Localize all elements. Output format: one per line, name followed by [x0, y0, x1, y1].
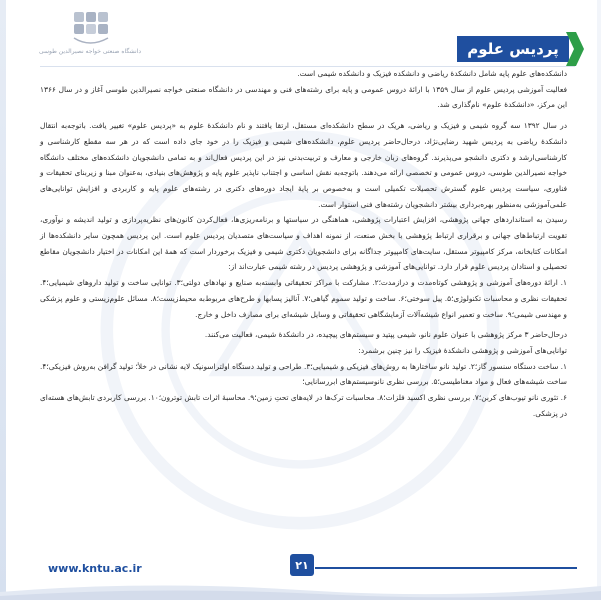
- paragraph-intro: دانشکده‌های علوم پایه شامل دانشکدۀ ریاضی و دانشکده فیزیک و دانشکده شیمی است.: [297, 69, 567, 78]
- bottom-wave-decor: [0, 578, 601, 600]
- title-arrow-icon: [566, 32, 584, 66]
- paragraph-physics-intro: توانایی‌های آموزشی و پژوهشی دانشکدۀ فیزیک را نیز چنین برشمرد:: [358, 345, 567, 355]
- paragraph-goals: رسیدن به استانداردهای جهانی پژوهشی، افزایش اعتبارات پژوهشی، هماهنگی در سیاستها و برنامه‌ریزی‌ها، فعال‌کردن کانون‌های نظریه‌پردازی و تولید اندیشه و نوآوری، تقویت ارتباط‌های جهانی و برقراری ارتباط پژوهشی با بخش صنعت، از نمونه اهداف و سیاست‌های متصدیان پردیس علوم است. این پردیس همچون سایر دانشکده‌ها از امکانات کتابخانه، مرکز کامپیوتر مستقل، سایت‌های کامپیوتر جداگانه برای دانشجویان دکتری شیمی و فیزیک برخوردار است که همۀ این امکانات در اختیار دانشجویان مقاطع تحصیلی و استادان پردیس علوم قرار دارد. توانایی‌های آموزشی و پژوهشی پردیس در رشته شیمی عبارت‌اند از:: [40, 215, 567, 272]
- paragraph-chemistry-capabilities: ۱. ارائۀ دوره‌های آموزشی و پژوهشی کوتاه‌مدت و درازمدت؛۲. مشارکت با مراکز تحقیقاتی وابسته‌به صنایع و نهادهای دولتی؛۳. توانایی ساخت و تولید داروهای شیمیایی؛۴. تحقیقات نظری و محاسبات تکنولوژی؛۵. پیل سوختی؛۶. ساخت و تولید سموم گیاهی؛۷. آنالیز پسابها و طرح‌های مربوط‌به محیط‌زیست؛۸. مسائل علوم‌زیستی و علوم پزشکی و مهندسی شیمی؛۹. ساخت و تعمیر انواع شیشه‌آلات آزمایشگاهی تحقیقاتی و وسایل شیشه‌ای برای مصارف داخل و خارج.: [40, 278, 568, 319]
- left-decor-stripe: [0, 0, 6, 600]
- paragraph-campus: در سال ۱۳۹۲ سه گروه شیمی و فیزیک و ریاضی، هریک در سطح دانشکده‌ای مستقل، ارتقا یافتند و نام دانشکدۀ علوم به «پردیس علوم» تغییر یافت. باتوجه‌به انتقال دانشکدۀ ریاضی به پردیس شهید رضایی‌نژاد، درحال‌حاضر پردیس علوم، دانشکده‌های شیمی و فیزیک را در خود جای داده است که در هر سه مقطع کارشناسی و کارشناسی‌ارشد و دکتری دانشجو می‌پذیرند. گروه‌های زبان خارجی و معارف و تربیت‌بدنی نیز در این پردیس فعال‌اند و به تمامی دانشجویان دانشکده‌های مختلف دانشگاه خواجه نصیرالدین طوسی، دروس عمومی و تخصصی ارائه می‌دهند. باتوجه‌به نقش اساسی و اجتناب ناپذیر علوم پایه و پژوهش‌های بنیادی، به‌عنوان مبنا و زیربنای تحقیقات و فناوری، سیاست پردیس علوم گسترش تحصیلات تکمیلی است و به‌خصوص بر پایۀ ایجاد دوره‌های دکتری در رشته‌های علوم پایه و کاربردی و افزایش توانایی‌های علمی‌آموزشی به‌منظور بهره‌برداری بیشتر دانشجویان رشته‌های فنی استوار است.: [40, 121, 568, 209]
- website-link[interactable]: www.kntu.ac.ir: [48, 562, 142, 575]
- footer-divider: [315, 567, 577, 569]
- body-text: [40, 66, 567, 468]
- paragraph-physics-list-b: ۶. تئوری نانو تیوب‌های کربن؛۷. بررسی نظری اکسید فلزات؛۸. محاسبات ترک‌ها در لایه‌های تحتِ زمین؛۹. محاسبۀ اثرات تابش توترون؛۱۰. بررسی کاربردی تابش‌های هسته‌ای در پزشکی.: [40, 393, 567, 418]
- paragraph-research-centers: درحال‌حاضر ۳ مرکز پژوهشی با عنوان علوم نانو، شیمی پپتید و سیستم‌های پیچیده، در دانشکدۀ شیمی، فعالیت می‌کنند.: [204, 330, 567, 340]
- logo-caption: دانشگاه صنعتی خواجه نصیرالدین طوسی: [38, 48, 142, 55]
- page-number: ۲۱: [290, 554, 314, 576]
- paragraph-history: فعالیت آموزشی پردیس علوم از سال ۱۳۵۹ با ارائۀ دروس عمومی و پایه برای رشته‌های فنی و مهندسی در دانشگاه صنعتی خواجه نصیرالدین طوسی آغاز و در سال ۱۳۶۶ این مرکز، «دانشکدۀ علوم» نام‌گذاری شد.: [40, 84, 567, 110]
- university-logo-icon: [68, 8, 112, 48]
- paragraph-physics-list-a: ۱. ساخت دستگاه سنسور گاز؛۲. تولید نانو ساختارها به روش‌های فیزیکی و شیمیایی؛۳. طراحی و تولید دستگاه اولتراسونیک لایه نشانی در خلأ؛ تولید گرافن به‌روش فیزیکی؛۴. ساخت شیشه‌های فعال و مواد مغناطیسی؛۵. بررسی نظری نانوسیستم‌های ابررسانایی؛: [40, 361, 568, 387]
- section-title: پردیس علوم: [457, 36, 569, 62]
- right-decor-stripe: [597, 0, 601, 600]
- university-logo: [30, 8, 150, 68]
